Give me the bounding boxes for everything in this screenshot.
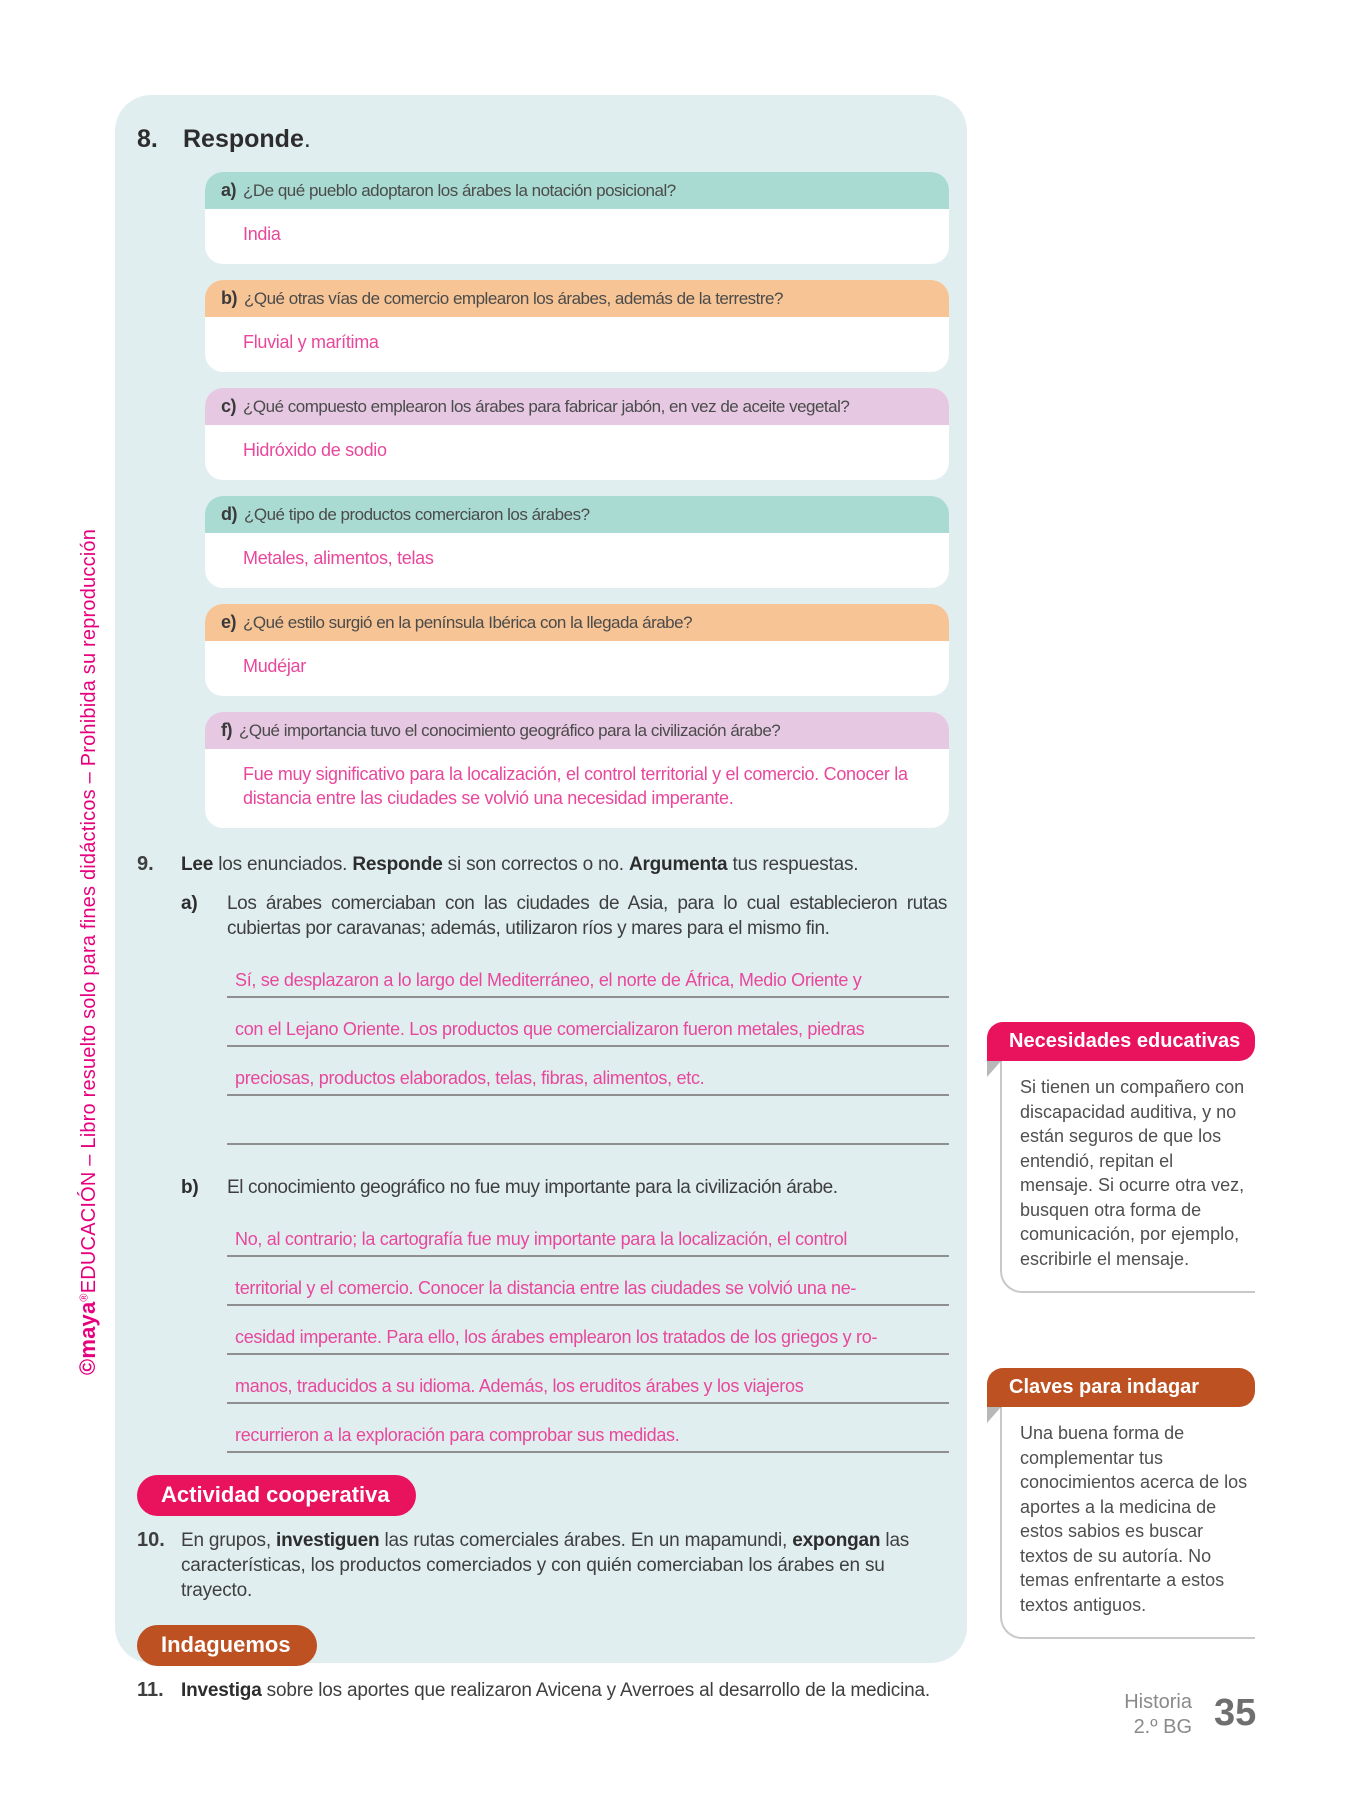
footer-course (987, 1690, 1192, 1740)
answer-line: manos, traducidos a su idioma. Además, los eruditos árabes y los viajeros (227, 1355, 949, 1404)
exercise-11-number: 11. (137, 1679, 164, 1701)
exercise-9-intro-text: Lee los enunciados. Responde si son correctos o no. Argumenta tus respuestas. (181, 854, 859, 875)
statement-a (181, 891, 949, 1149)
question-item-f (205, 712, 949, 828)
question-text: ¿Qué otras vías de comercio emplearon los árabes, además de la terrestre? (244, 289, 783, 308)
statement-letter: b) (181, 1177, 199, 1198)
note-educational-needs (987, 1022, 1255, 1293)
exercise-11-text: Investiga sobre los aportes que realizaron Avicena y Averroes al desarrollo de la medicina. (181, 1680, 930, 1701)
exercise-11 (137, 1678, 949, 1703)
exercise-8-number: 8. (137, 125, 158, 153)
exercise-9 (137, 852, 949, 1453)
question-letter: d) (221, 504, 237, 524)
question-text: ¿Qué compuesto emplearon los árabes para fabricar jabón, en vez de aceite vegetal? (243, 397, 850, 416)
inquiry-badge: Indaguemos (137, 1625, 317, 1666)
exercise-10-number: 10. (137, 1529, 165, 1551)
exercise-10-text: En grupos, investiguen las rutas comerciales árabes. En un mapamundi, expongan las características, los productos comerciados y con quién comerciaban los árabes en su trayecto. (181, 1530, 910, 1601)
note-header: Claves para indagar (987, 1368, 1255, 1407)
question-bar (205, 496, 949, 533)
statement-text: Los árabes comerciaban con las ciudades de Asia, para lo cual establecieron rutas cubiertas por caravanas; además, utilizaron ríos y mares para el mismo fin. (227, 893, 947, 939)
answer-line: territorial y el comercio. Conocer la distancia entre las ciudades se volvió una ne- (227, 1257, 949, 1306)
note-body: Una buena forma de complementar tus conocimientos acerca de los aportes a la medicina de estos sabios es buscar textos de su autoría. No temas enfrentarte a estos textos antiguos. (1000, 1407, 1255, 1639)
note-inquiry-keys (987, 1368, 1255, 1639)
question-item-e (205, 604, 949, 696)
answer-box: Fue muy significativo para la localización, el control territorial y el comercio. Conocer la distancia entre las ciudades se volvió una necesidad imperante. (243, 764, 908, 808)
answer-line: cesidad imperante. Para ello, los árabes emplearon los tratados de los griegos y ro- (227, 1306, 949, 1355)
question-letter: f) (221, 720, 232, 740)
footer-grade: 2.º BG (1133, 1716, 1192, 1738)
answer-box: Fluvial y marítima (243, 332, 379, 352)
answer-line: recurrieron a la exploración para comprobar sus medidas. (227, 1404, 949, 1453)
footer-course-name: Historia (1124, 1691, 1192, 1713)
exercise-8-heading (137, 125, 949, 154)
main-panel (115, 95, 967, 1701)
question-item-a (205, 172, 949, 264)
exercise-10 (137, 1528, 949, 1603)
question-item-b (205, 280, 949, 372)
question-bar (205, 604, 949, 641)
answer-box: Hidróxido de sodio (243, 440, 387, 460)
question-bar (205, 388, 949, 425)
question-letter: e) (221, 612, 237, 632)
question-text: ¿De qué pueblo adoptaron los árabes la notación posicional? (243, 181, 676, 200)
answer-line (227, 1096, 949, 1145)
question-bar (205, 172, 949, 209)
statement-b (181, 1175, 949, 1453)
note-header: Necesidades educativas (987, 1022, 1255, 1061)
statement-text: El conocimiento geográfico no fue muy importante para la civilización árabe. (227, 1177, 838, 1198)
copyright-watermark: ©maya®EDUCACIÓN – Libro resuelto solo para fines didácticos – Prohibida su reproducción (75, 528, 100, 1376)
answer-box: Mudéjar (243, 656, 306, 676)
exercise-8-title: Responde. (183, 125, 311, 153)
question-letter: b) (221, 288, 237, 308)
statement-letter: a) (181, 893, 198, 914)
answer-box: Metales, alimentos, telas (243, 548, 434, 568)
note-body: Si tienen un compañero con discapacidad auditiva, y no están seguros de que los entendió, repitan el mensaje. Si ocurre otra vez, busquen otra forma de comunicación, por ejemplo, escribirle el mensaje. (1000, 1061, 1255, 1293)
answer-line: No, al contrario; la cartografía fue muy importante para la localización, el control (227, 1208, 949, 1257)
question-bar (205, 280, 949, 317)
exercise-9-intro (181, 852, 949, 1453)
answer-line: con el Lejano Oriente. Los productos que comercializaron fueron metales, piedras (227, 998, 949, 1047)
question-text: ¿Qué tipo de productos comerciaron los árabes? (244, 505, 590, 524)
answer-line: preciosas, productos elaborados, telas, fibras, alimentos, etc. (227, 1047, 949, 1096)
answer-box: India (243, 224, 281, 244)
question-text: ¿Qué estilo surgió en la península Ibérica con la llegada árabe? (243, 613, 693, 632)
page-number: 35 (1214, 1692, 1257, 1734)
answer-line: Sí, se desplazaron a lo largo del Mediterráneo, el norte de África, Medio Oriente y (227, 949, 949, 998)
answer-lines-a (227, 949, 949, 1145)
question-letter: a) (221, 180, 237, 200)
question-letter: c) (221, 396, 237, 416)
cooperative-activity-badge: Actividad cooperativa (137, 1475, 416, 1516)
question-item-d (205, 496, 949, 588)
answer-lines-b (227, 1208, 949, 1453)
exercise-9-number: 9. (137, 853, 154, 875)
question-text: ¿Qué importancia tuvo el conocimiento geográfico para la civilización árabe? (239, 721, 781, 740)
question-item-c (205, 388, 949, 480)
question-bar (205, 712, 949, 749)
